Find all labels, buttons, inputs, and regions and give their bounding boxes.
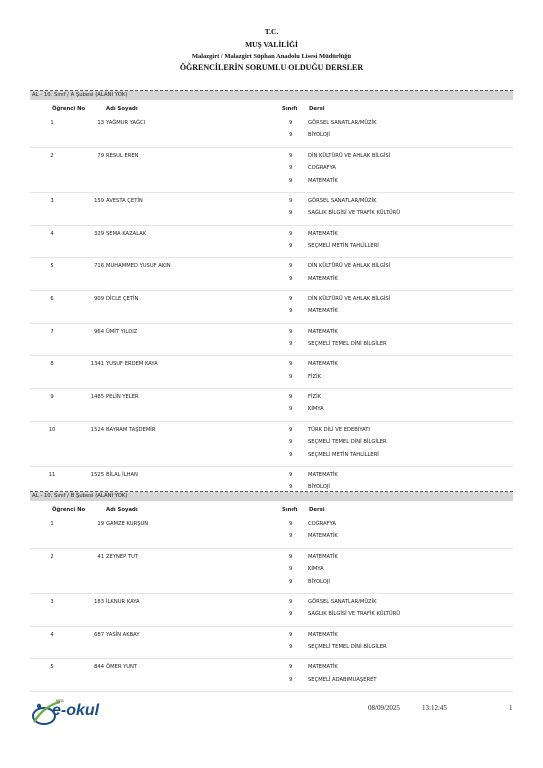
student-number: 1485 [90, 394, 104, 400]
row-number: 8 [50, 361, 54, 368]
row-number: 4 [50, 631, 54, 638]
course-name: SEÇMELİ TEMEL DİNİ BİLGİLER [308, 341, 387, 347]
course-grade: 9 [289, 521, 293, 527]
row-separator [30, 147, 513, 148]
row-separator [30, 421, 513, 422]
course-grade: 9 [289, 275, 293, 282]
table-row [30, 533, 513, 541]
course-name: GÖRSEL SANATLAR/MÜZİK [308, 197, 377, 204]
course-name: GÖRSEL SANATLAR/MÜZİK [308, 598, 377, 605]
table-row [30, 554, 513, 562]
course-grade: 9 [289, 177, 293, 184]
course-name: FİZİK [308, 394, 321, 400]
row-number: 10 [48, 426, 56, 433]
course-name: SEÇMELİ TEMEL DİNİ BİLGİLER [308, 439, 387, 446]
course-grade: 9 [289, 373, 293, 380]
row-separator [30, 593, 513, 594]
col-ogrenci-no: Öğrenci No [52, 106, 86, 112]
row-separator [30, 548, 513, 549]
course-grade: 9 [289, 484, 293, 491]
student-name: PELİN YELER [106, 394, 139, 400]
table-row [30, 644, 513, 652]
student-number: 41 [97, 553, 104, 560]
student-name: YUSUF ERDEM KAYA [106, 361, 158, 368]
table-row [30, 452, 513, 460]
student-number: 79 [97, 152, 104, 159]
print-time: 13:12:45 [422, 704, 447, 712]
row-separator [30, 355, 513, 356]
course-name: COĞRAFYA [308, 165, 336, 172]
course-grade: 9 [289, 132, 293, 139]
course-grade: 9 [289, 611, 293, 618]
page-title: ÖĞRENCİLERİN SORUMLU OLDUĞU DERSLER [179, 63, 364, 72]
student-name: MUHAMMED YUSUF AKIN [106, 263, 171, 270]
course-name: SAĞLIK BİLGİSİ VE TRAFİK KÜLTÜRÜ [308, 611, 401, 618]
course-name: BİYOLOJİ [308, 484, 330, 491]
table-row [30, 374, 513, 382]
course-grade: 9 [289, 471, 293, 478]
print-date: 08/09/2025 [368, 704, 400, 712]
student-number: 1525 [90, 471, 104, 478]
student-name: YASİN AKBAY [106, 631, 140, 638]
row-number: 7 [50, 328, 54, 335]
course-grade: 9 [289, 578, 293, 585]
row-separator [30, 691, 513, 692]
row-separator [30, 225, 513, 226]
course-name: MATEMATİK [308, 275, 338, 282]
course-name: GÖRSEL SANATLAR/MÜZİK [308, 120, 377, 126]
student-name: AVESTA ÇETİN [106, 197, 143, 204]
course-name: SEÇMELİ METİN TAHLİLLERİ [308, 451, 379, 458]
table-row [30, 677, 513, 685]
course-name: MATEMATİK [308, 308, 338, 315]
table-row [30, 632, 513, 640]
table-row [30, 165, 513, 173]
section-header: AL - 10. Sınıf / B Şubesi (ALANI YOK) [30, 492, 513, 501]
course-grade: 9 [289, 439, 293, 446]
row-separator [30, 192, 513, 193]
course-grade: 9 [289, 361, 293, 368]
student-name: ÜMİT YILDIZ [106, 328, 138, 335]
header-school: Malazgirt / Malazgirt Süphan Anadolu Lisesi Müdürlüğü [191, 53, 352, 60]
table-row [30, 361, 513, 369]
row-separator [30, 290, 513, 291]
course-grade: 9 [289, 295, 293, 302]
col-ders: Dersi [309, 507, 325, 513]
course-name: BİYOLOJİ [308, 578, 330, 585]
course-name: DİN KÜLTÜRÜ VE AHLAK BİLGİSİ [308, 263, 391, 270]
course-name: SEÇMELİ ADABIMUAŞERET [308, 676, 377, 683]
course-grade: 9 [289, 210, 293, 217]
table-row [30, 611, 513, 619]
course-grade: 9 [289, 308, 293, 315]
course-grade: 9 [289, 566, 293, 573]
course-name: DİN KÜLTÜRÜ VE AHLAK BİLGİSİ [308, 152, 391, 159]
course-grade: 9 [289, 152, 293, 159]
course-name: DİN KÜLTÜRÜ VE AHLAK BİLGİSİ [308, 295, 391, 302]
course-name: FİZİK [308, 373, 321, 380]
col-ad-soyad: Adı Soyadı [106, 106, 138, 112]
table-row [30, 406, 513, 414]
student-name: İLKNUR KAYA [106, 598, 140, 605]
table-row [30, 153, 513, 161]
col-ders: Dersi [309, 106, 325, 112]
table-row [30, 439, 513, 447]
course-grade: 9 [289, 676, 293, 683]
header-tc: T.C. [264, 27, 279, 36]
column-header [30, 507, 513, 515]
row-number: 2 [50, 553, 54, 560]
table-row [30, 394, 513, 402]
table-row [30, 276, 513, 284]
table-row [30, 198, 513, 206]
course-grade: 9 [289, 394, 293, 400]
col-ad-soyad: Adı Soyadı [106, 507, 138, 513]
course-grade: 9 [289, 242, 293, 249]
logo-sub: MEB [56, 699, 64, 703]
row-number: 5 [50, 263, 54, 270]
row-separator [30, 257, 513, 258]
course-name: MATEMATİK [308, 230, 338, 237]
row-separator [30, 626, 513, 627]
course-grade: 9 [289, 406, 293, 413]
course-name: KİMYA [308, 566, 324, 573]
student-number: 329 [94, 230, 104, 237]
col-sinif: Sınıfı [282, 106, 298, 112]
table-row [30, 566, 513, 574]
table-row [30, 472, 513, 480]
course-grade: 9 [289, 328, 293, 335]
course-name: MATEMATİK [308, 553, 338, 560]
row-number: 2 [50, 152, 54, 159]
page-number: 1 [509, 704, 513, 712]
course-grade: 9 [289, 263, 293, 270]
table-row [30, 120, 513, 128]
table-row [30, 599, 513, 607]
row-separator [30, 658, 513, 659]
student-number: 716 [94, 263, 104, 270]
course-name: TÜRK DİLİ VE EDEBİYATI [308, 426, 370, 433]
student-number: 13 [97, 120, 104, 126]
row-separator [30, 323, 513, 324]
student-number: 19 [97, 521, 104, 527]
course-grade: 9 [289, 341, 293, 347]
row-number: 4 [50, 230, 54, 237]
row-number: 9 [50, 394, 54, 400]
eokul-logo [30, 696, 110, 730]
table-row [30, 296, 513, 304]
row-number: 11 [48, 471, 56, 478]
course-grade: 9 [289, 230, 293, 237]
col-ogrenci-no: Öğrenci No [52, 507, 86, 513]
row-number: 1 [50, 521, 54, 527]
student-name: RESUL EREN [106, 152, 139, 159]
row-number: 6 [50, 295, 54, 302]
table-row [30, 341, 513, 349]
course-grade: 9 [289, 197, 293, 204]
student-number: 687 [94, 631, 104, 638]
student-name: ÖMER YUNT [106, 664, 138, 671]
table-row [30, 243, 513, 251]
student-name: DİCLE ÇETİN [106, 295, 139, 302]
student-name: ZEYNEP TUT [106, 553, 139, 560]
student-name: YAĞMUR YAĞCI [106, 120, 146, 126]
table-row [30, 132, 513, 140]
column-header [30, 106, 513, 114]
table-row [30, 178, 513, 186]
row-number: 5 [50, 664, 54, 671]
course-name: MATEMATİK [308, 471, 338, 478]
table-row [30, 329, 513, 337]
table-row [30, 579, 513, 587]
student-name: BİLAL İLHAN [106, 471, 138, 478]
course-name: COĞRAFYA [308, 521, 336, 527]
course-name: MATEMATİK [308, 328, 338, 335]
student-number: 1524 [90, 426, 104, 433]
course-grade: 9 [289, 165, 293, 172]
student-number: 844 [94, 664, 104, 671]
row-number: 3 [50, 197, 54, 204]
course-grade: 9 [289, 533, 293, 540]
student-name: SEMA KAZALAK [106, 230, 147, 237]
student-name: BAYRAM TAŞDEMİR [106, 426, 156, 433]
table-row [30, 231, 513, 239]
student-number: 183 [94, 598, 104, 605]
table-row [30, 263, 513, 271]
course-name: SAĞLIK BİLGİSİ VE TRAFİK KÜLTÜRÜ [308, 210, 401, 217]
student-number: 964 [94, 328, 104, 335]
table-row [30, 521, 513, 529]
logo-text: e-okul [52, 702, 100, 719]
course-name: MATEMATİK [308, 177, 338, 184]
course-grade: 9 [289, 120, 293, 126]
course-grade: 9 [289, 553, 293, 560]
student-number: 909 [94, 295, 104, 302]
course-name: MATEMATİK [308, 533, 338, 540]
course-name: SEÇMELİ TEMEL DİNİ BİLGİLER [308, 643, 387, 650]
student-number: 159 [94, 197, 104, 204]
course-grade: 9 [289, 643, 293, 650]
course-name: MATEMATİK [308, 631, 338, 638]
table-row [30, 210, 513, 218]
section-header: AL - 10. Sınıf / A Şubesi (ALANI YOK) [30, 91, 513, 100]
course-name: MATEMATİK [308, 361, 338, 368]
row-separator [30, 388, 513, 389]
table-row [30, 427, 513, 435]
course-grade: 9 [289, 631, 293, 638]
row-separator [30, 466, 513, 467]
course-grade: 9 [289, 598, 293, 605]
student-number: 1341 [90, 361, 104, 368]
course-name: BİYOLOJİ [308, 132, 330, 139]
student-name: GAMZE KURŞUN [106, 521, 149, 527]
course-name: KİMYA [308, 406, 324, 413]
course-name: SEÇMELİ METİN TAHLİLLERİ [308, 242, 379, 249]
course-grade: 9 [289, 426, 293, 433]
course-name: MATEMATİK [308, 664, 338, 671]
col-sinif: Sınıfı [282, 507, 298, 513]
course-grade: 9 [289, 664, 293, 671]
row-number: 3 [50, 598, 54, 605]
table-row [30, 308, 513, 316]
row-number: 1 [50, 120, 54, 126]
table-row [30, 664, 513, 672]
course-grade: 9 [289, 451, 293, 458]
header-valilik: MUŞ VALİLİĞİ [245, 40, 298, 49]
